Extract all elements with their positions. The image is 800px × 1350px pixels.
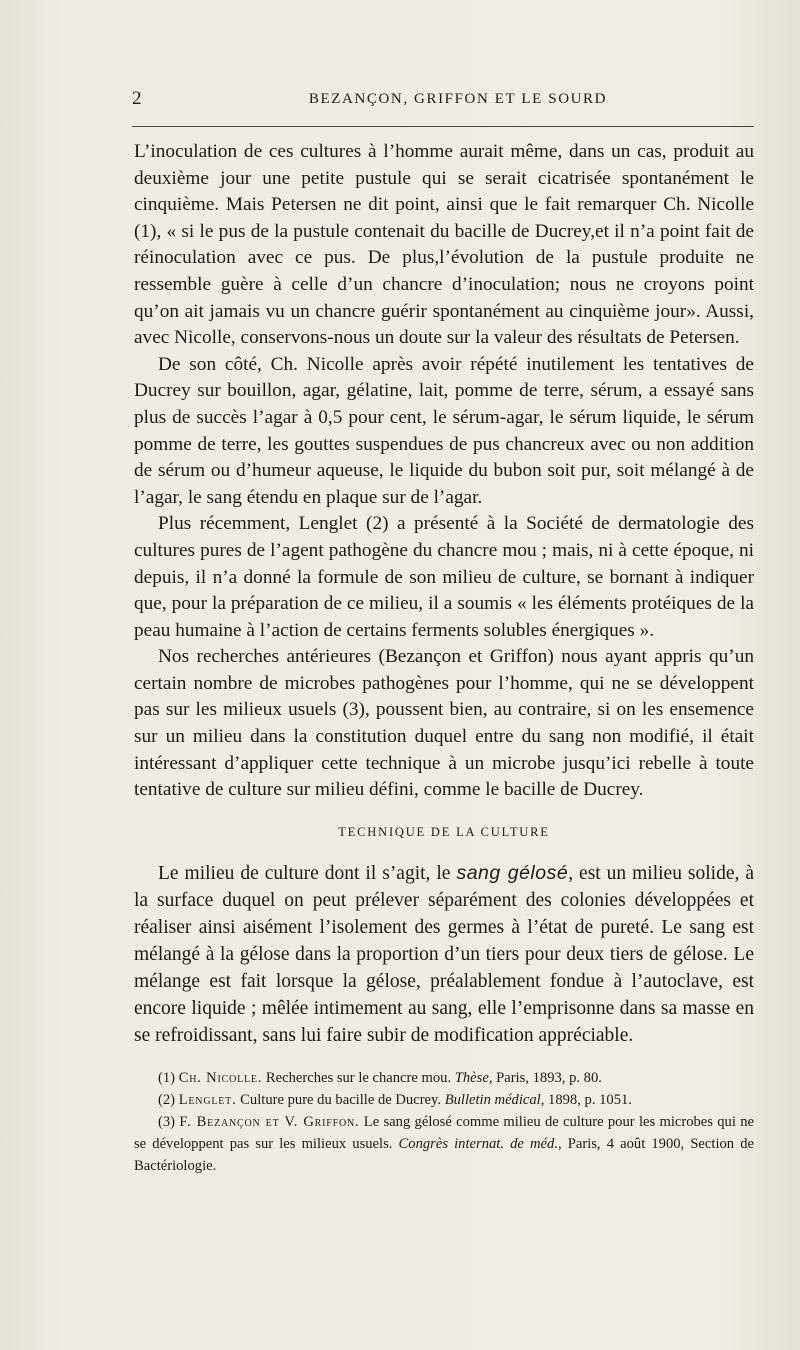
footnote-mark: (1) [158, 1070, 176, 1087]
footnote-2 [134, 1089, 754, 1111]
body-text [134, 139, 754, 1177]
section-paragraph [134, 860, 754, 1049]
header-rule [132, 126, 754, 127]
paragraph-1: L’inoculation de ces cultures à l’homme aurait même, dans un cas, produit au deuxième jour une petite pustule qui se serait cicatrisée spontanément le cinquième. Mais Petersen ne dit point, ainsi que le fait remarquer Ch. Nicolle (1), « si le pus de la pustule contenait du bacille de Ducrey,et il n’a point fait de réinoculation avec ce pus. De plus,l’évolution de la pustule produite ne ressemble guère à celle d’un chancre d’inoculation; nous ne croyons point qu’on ait jamais vu un chancre guérir spontanément au cinquième jour». Aussi, avec Nicolle, conservons-nous un doute sur la valeur des résultats de Petersen. [134, 141, 754, 349]
paragraph-4: Nos recherches antérieures (Bezançon et Griffon) nous ayant appris qu’un certain nombre de microbes pathogènes pour l’homme, qui ne se développent pas sur les milieux usuels (3), poussent bien, au contraire, si on les ensemence sur un milieu dans la constitution duquel entre du sang non modifié, il était intéressant d’appliquer cette technique à un microbe jusqu’ici rebelle à toute tentative de culture sur milieu défini, comme le bacille de Ducrey. [134, 646, 754, 801]
footnote-source: Thèse, [454, 1070, 493, 1087]
footnote-1 [134, 1067, 754, 1089]
footnote-rest: Paris, 4 août 1900, Section de Bactériologie. [134, 1136, 754, 1175]
footnote-author: Ch. Nicolle. [178, 1070, 263, 1087]
section-paragraph-emphasis: sang gélosé [456, 862, 569, 885]
section-title: TECHNIQUE DE LA CULTURE [338, 824, 550, 839]
footnote-text: Recherches sur le chancre mou. [262, 1070, 455, 1087]
footnote-3 [134, 1111, 754, 1177]
page-header [132, 88, 754, 116]
footnote-rest: 1898, p. 1051. [544, 1092, 632, 1109]
footnote-author: F. Bezançon et V. Griffon. [179, 1114, 360, 1131]
footnotes [134, 1067, 754, 1177]
running-head: BEZANÇON, GRIFFON ET LE SOURD [308, 91, 608, 107]
footnote-mark: (2) [158, 1092, 176, 1109]
page-number: 2 [132, 88, 142, 109]
footnote-author: Lenglet. [178, 1092, 237, 1109]
footnote-source: Congrès internat. de méd., [398, 1136, 562, 1153]
footnote-text: Culture pure du bacille de Ducrey. [236, 1092, 445, 1109]
paragraph-2: De son côté, Ch. Nicolle après avoir répété inutilement les tentatives de Ducrey sur bouillon, agar, gélatine, lait, pomme de terre, sérum, a essayé sans plus de succès l’agar à 0,5 pour cent, le sérum-agar, le sérum liquide, le sérum pomme de terre, les gouttes suspendues de pus chancreux avec ou non addition de sérum ou d’humeur aqueuse, le liquide du bubon soit pur, soit mélangé à de l’agar, le sang étendu en plaque sur de l’agar. [134, 353, 754, 508]
section-paragraph-start: Le milieu de culture dont il s’agit, le [158, 863, 457, 885]
footnote-mark: (3) [158, 1114, 176, 1131]
footnote-text: Le sang gélosé comme milieu de culture pour les microbes qui ne se développent pas sur les milieux usuels. [134, 1114, 754, 1153]
footnote-rest: Paris, 1893, p. 80. [492, 1070, 602, 1087]
section-paragraph-end: , est un milieu solide, à la surface duquel on peut prélever séparément des colonies développées et réaliser ainsi aisément l’isolement des germes à l’état de pureté. Le sang est mélangé à la gélose dans la proportion d’un tiers pour deux tiers de gélose. Le mélange est fait lorsque la gélose, préalablement fondue à l’autoclave, est encore liquide ; mêlée intimement au sang, elle l’emprisonne dans sa masse en se refroidissant, sans lui faire subir de modification appréciable. [134, 863, 754, 1047]
paragraph-3: Plus récemment, Lenglet (2) a présenté à la Société de dermatologie des cultures pures de l’agent pathogène du chancre mou ; mais, ni à cette époque, ni depuis, il n’a donné la formule de son milieu de culture, se bornant à indiquer que, pour la préparation de ce milieu, il a soumis « les éléments protéiques de la peau humaine à l’action de certains ferments solubles énergiques ». [134, 513, 754, 641]
footnote-source: Bulletin médical, [444, 1092, 545, 1109]
